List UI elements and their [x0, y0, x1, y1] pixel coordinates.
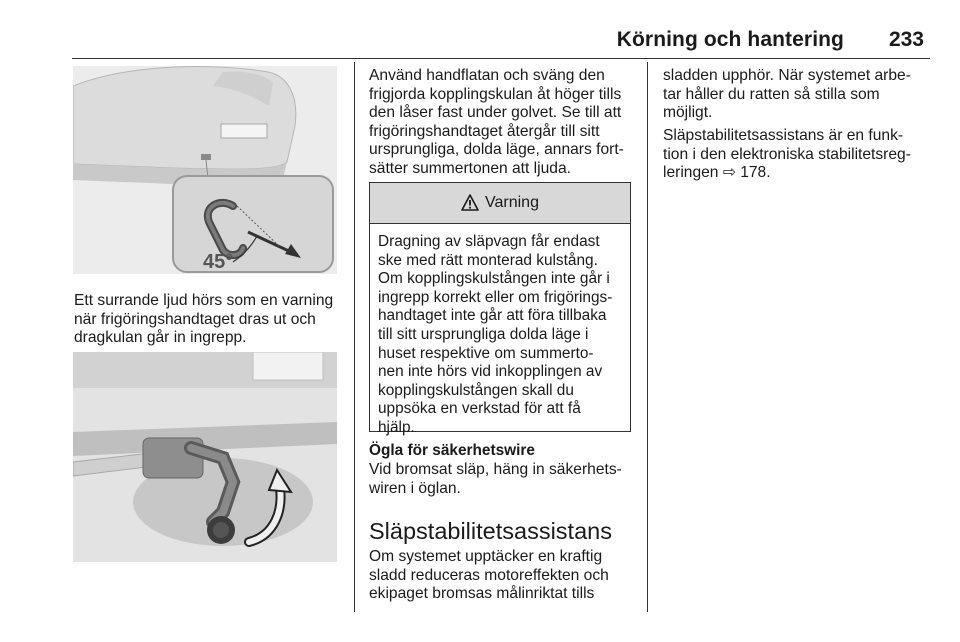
section-paragraph: Om systemet upptäcker en kraftig sladd reduceras motoreffekten och ekipaget bromsas målinriktat tills — [369, 548, 609, 603]
warning-triangle-icon — [461, 194, 479, 212]
page-reference-link[interactable]: leringen ⇨ 178. — [663, 164, 771, 182]
column-divider-left — [354, 62, 355, 612]
page-header — [72, 22, 930, 52]
continuation-paragraph: sladden upphör. När systemet arbe- tar håller du ratten så stilla som möjligt. — [663, 67, 911, 122]
intro-paragraph: Använd handflatan och sväng den frigjorda kopplingskulan åt höger tills den låser fast under golvet. Se till att frigöringshandtaget återgår till sitt ursprungliga, dolda läge, annars fort- sätter summertonen att ljuda. — [369, 67, 624, 177]
page-number: 233 — [888, 28, 924, 51]
chapter-title: Körning och hantering — [616, 28, 844, 51]
header-rule — [72, 58, 930, 59]
caption-paragraph: Ett surrande ljud hörs som en varning när frigöringshandtaget dras ut och dragkulan går in ingrepp. — [74, 292, 334, 347]
warning-title: Varning — [485, 194, 539, 211]
rear-bumper-illustration — [73, 66, 337, 274]
warning-header — [370, 183, 630, 224]
angle-label: 45° — [203, 251, 234, 273]
section-heading: Släpstabilitetsassistans — [369, 518, 612, 544]
column-divider-right — [647, 62, 648, 612]
safety-cable-eye-heading: Ögla för säkerhetswire — [369, 442, 535, 459]
warning-body: Dragning av släpvagn får endast ske med rätt monterad kulstång. Om kopplingskulstången inte går i ingrepp korrekt eller om frigörings- handtaget inte går att föra tillbaka till sitt ursprungliga dolda läge i huset respektive om summerto- nen inte hörs vid inkopplingen av kopplingskulstången skall du uppsöka en verkstad för att få hjälp. — [378, 233, 613, 436]
stability-paragraph: Släpstabilitetsassistans är en funk- tion i den elektroniska stabilitetsreg- leringen ⇨ 178. — [663, 127, 911, 182]
safety-cable-paragraph: Vid bromsat släp, häng in säkerhets- wiren i öglan. — [369, 461, 622, 497]
tow-ball-illustration — [73, 352, 337, 562]
warning-box — [369, 182, 631, 436]
